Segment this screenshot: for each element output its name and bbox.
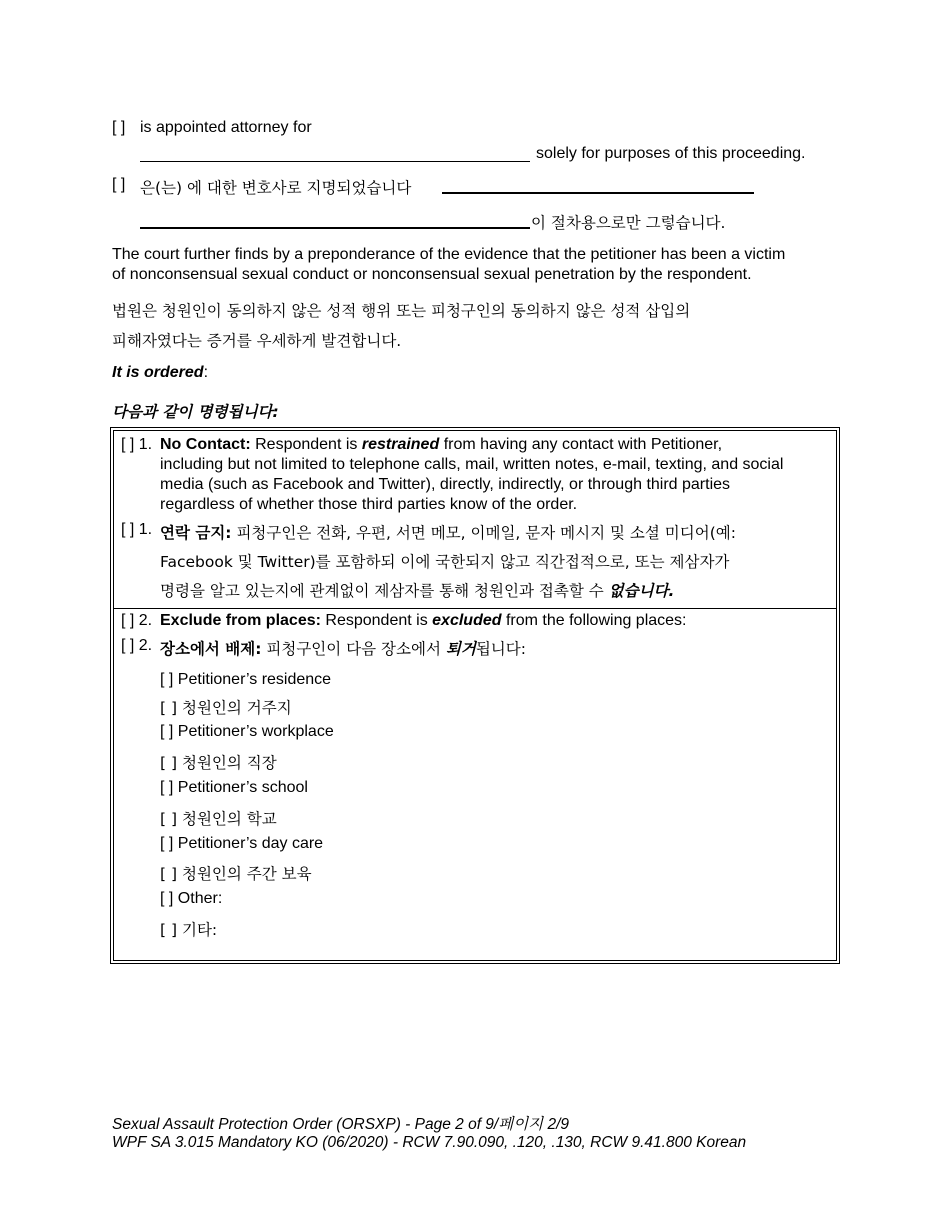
place-label: Petitioner’s workplace	[177, 723, 334, 740]
no-contact-ko-line3	[160, 579, 674, 601]
exclude-ko-post: 됩니다:	[475, 640, 526, 658]
place-checkbox[interactable]: [ ]	[160, 779, 174, 796]
place-label: 기타:	[181, 921, 218, 939]
place-item	[160, 807, 277, 829]
no-contact-en-line1	[160, 436, 722, 454]
exclude-pre: Respondent is	[325, 612, 428, 629]
no-contact-title: No Contact:	[160, 436, 251, 453]
place-label: 청원인의 주간 보육	[181, 865, 312, 883]
place-checkbox[interactable]: [ ]	[160, 723, 174, 740]
exclude-ko-checkbox[interactable]: [ ] 2.	[121, 637, 153, 654]
place-label: Petitioner’s school	[177, 779, 308, 796]
place-checkbox[interactable]: [ ]	[160, 699, 178, 717]
place-item	[160, 835, 323, 853]
place-checkbox[interactable]: [ ]	[160, 754, 178, 772]
no-contact-ko-line2: Facebook 및 Twitter)를 포함하되 이에 국한되지 않고 직간접적으로, 또는 제삼자가	[160, 553, 730, 571]
exclude-ko-pre: 피청구인이 다음 장소에서	[266, 640, 441, 658]
no-contact-en-line4: regardless of whether those third parties know of the order.	[160, 496, 578, 513]
section-divider	[114, 608, 836, 609]
place-item	[160, 779, 308, 797]
no-contact-ko-emph: 없습니다.	[608, 582, 675, 600]
place-label: Petitioner’s residence	[177, 671, 332, 688]
attorney-ko-checkbox[interactable]: [ ]	[112, 176, 126, 193]
place-checkbox[interactable]: [ ]	[160, 921, 178, 939]
exclude-emph: excluded	[432, 612, 502, 629]
attorney-en-suffix: solely for purposes of this proceeding.	[536, 145, 806, 162]
place-checkbox[interactable]: [ ]	[160, 671, 174, 688]
place-label: 청원인의 학교	[181, 810, 277, 828]
attorney-ko-name-field[interactable]	[442, 192, 754, 194]
place-item	[160, 862, 312, 884]
attorney-en-name-field[interactable]	[140, 161, 530, 162]
attorney-ko-suffix: 이 절차용으로만 그렇습니다.	[531, 214, 726, 232]
exclude-checkbox[interactable]: [ ] 2.	[121, 612, 153, 629]
ordered-en-text: It is ordered	[112, 364, 204, 381]
exclude-title: Exclude from places:	[160, 612, 321, 629]
no-contact-ko-title: 연락 금지:	[160, 524, 232, 542]
no-contact-post: from having any contact with Petitioner,	[443, 436, 723, 453]
attorney-ko-text: 은(는) 에 대한 변호사로 지명되었습니다	[140, 179, 412, 197]
no-contact-ko-line1	[160, 521, 736, 543]
place-item	[160, 918, 217, 940]
place-label: Petitioner’s day care	[177, 835, 324, 852]
exclude-ko-line	[160, 637, 526, 659]
attorney-en-checkbox[interactable]: [ ]	[112, 119, 126, 136]
place-item	[160, 890, 222, 908]
place-item	[160, 671, 331, 689]
no-contact-ko-text3: 명령을 알고 있는지에 관계없이 제삼자를 통해 청원인과 접촉할 수	[160, 582, 604, 600]
exclude-ko-title: 장소에서 배제:	[160, 640, 262, 658]
place-checkbox[interactable]: [ ]	[160, 835, 174, 852]
place-label: 청원인의 직장	[181, 754, 277, 772]
place-item	[160, 696, 292, 718]
place-checkbox[interactable]: [ ]	[160, 865, 178, 883]
place-checkbox[interactable]: [ ]	[160, 890, 174, 907]
findings-ko-line2: 피해자였다는 증거를 우세하게 발견합니다.	[112, 332, 402, 350]
exclude-en-line	[160, 612, 687, 630]
findings-en-line2: of nonconsensual sexual conduct or nonconsensual sexual penetration by the respondent.	[112, 266, 752, 283]
no-contact-pre: Respondent is	[255, 436, 358, 453]
findings-ko-line1: 법원은 청원인이 동의하지 않은 성적 행위 또는 피청구인의 동의하지 않은 성적 삽입의	[112, 302, 691, 320]
no-contact-ko-checkbox[interactable]: [ ] 1.	[121, 521, 153, 538]
ordered-en-colon: :	[203, 364, 209, 381]
place-checkbox[interactable]: [ ]	[160, 810, 178, 828]
no-contact-checkbox[interactable]: [ ] 1.	[121, 436, 153, 453]
no-contact-ko-text1: 피청구인은 전화, 우편, 서면 메모, 이메일, 문자 메시지 및 소셜 미디어(예:	[236, 524, 736, 542]
exclude-ko-emph: 퇴거	[445, 640, 476, 658]
place-item	[160, 751, 277, 773]
exclude-post: from the following places:	[505, 612, 687, 629]
attorney-en-text: is appointed attorney for	[140, 119, 312, 136]
no-contact-en-line2: including but not limited to telephone calls, mail, written notes, e-mail, texting, and social	[160, 456, 784, 473]
findings-en-line1: The court further finds by a preponderance of the evidence that the petitioner has been a victim	[112, 246, 786, 263]
place-label: Other:	[177, 890, 223, 907]
ordered-ko: 다음과 같이 명령됩니다:	[112, 403, 279, 421]
place-label: 청원인의 거주지	[181, 699, 292, 717]
footer-line2: WPF SA 3.015 Mandatory KO (06/2020) - RCW 7.90.090, .120, .130, RCW 9.41.800 Korean	[112, 1134, 747, 1151]
ordered-en	[112, 364, 208, 382]
no-contact-emph: restrained	[361, 436, 440, 453]
no-contact-en-line3: media (such as Facebook and Twitter), directly, indirectly, or through third parties	[160, 476, 731, 493]
place-item	[160, 723, 334, 741]
attorney-ko-proceeding-field[interactable]	[140, 227, 530, 229]
footer-line1: Sexual Assault Protection Order (ORSXP) - Page 2 of 9/페이지 2/9	[112, 1116, 570, 1133]
